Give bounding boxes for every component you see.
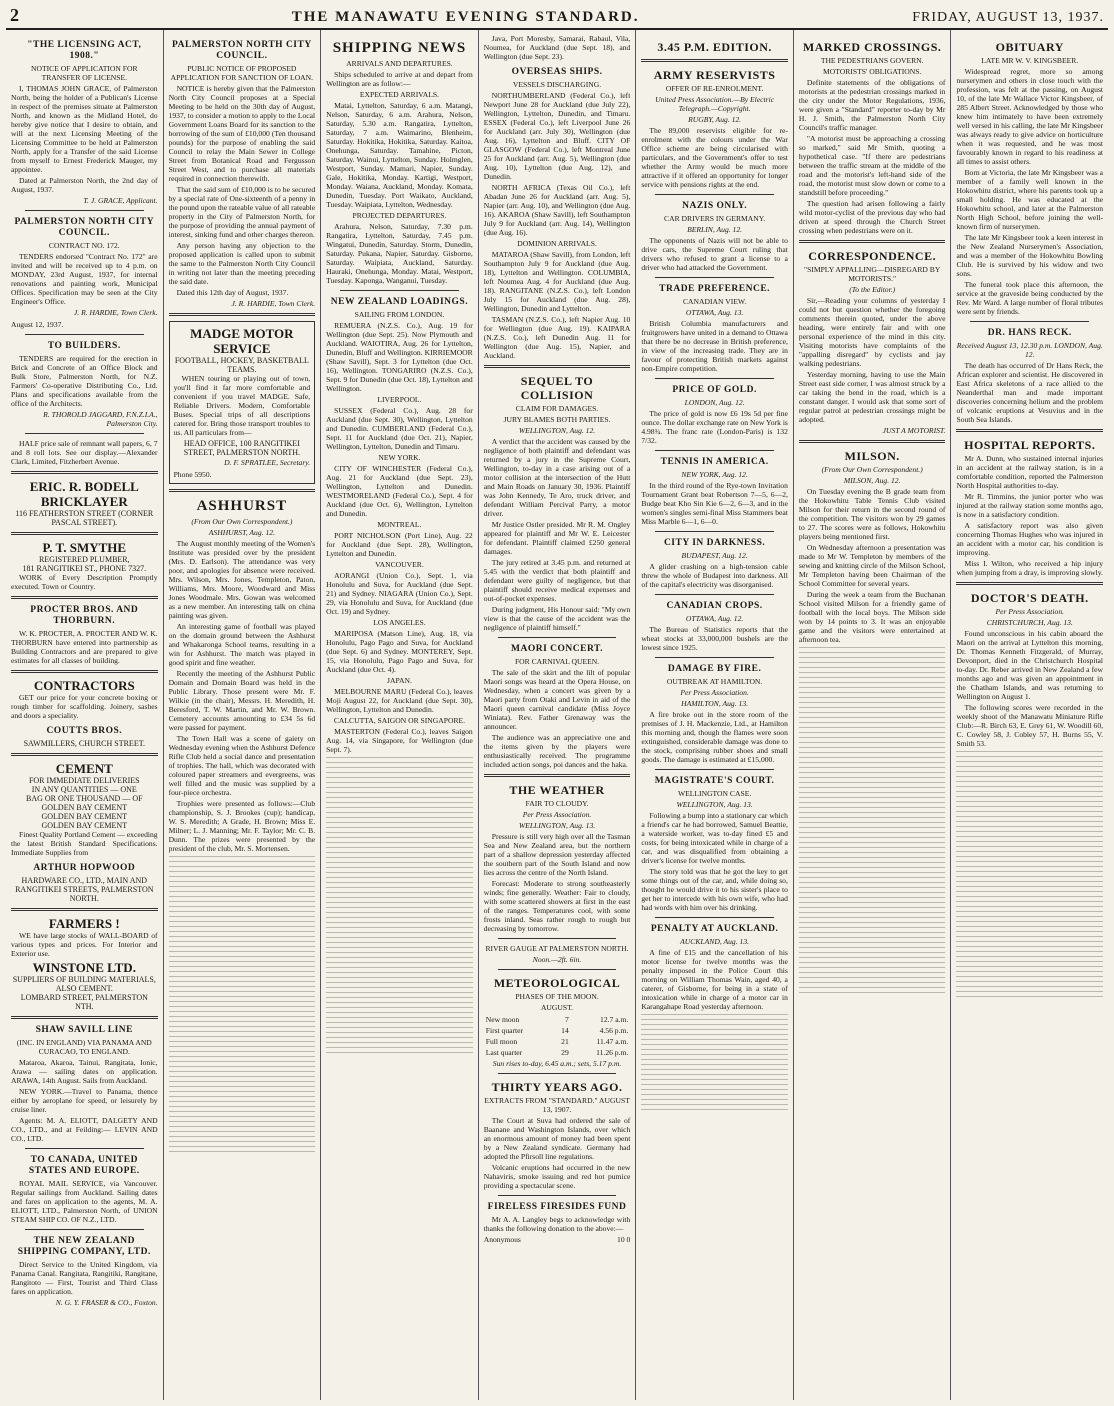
weather-heading: THE WEATHER: [509, 783, 605, 797]
cement-line: BAG OR ONE THOUSAND — OF: [26, 794, 143, 803]
moon-day: 21: [561, 1037, 569, 1046]
builders-text: TENDERS are required for the erection in Brick and Concrete of an Office Block and Bulk Store, Palmerston North, for N.Z. Farmers' Co-operative Distributing Co., Ltd. Plans and specifications available from the office of the Architects.: [11, 354, 158, 408]
moon-month: AUGUST.: [540, 1003, 574, 1012]
crops-heading: CANADIAN CROPS.: [666, 601, 763, 611]
moon-time: 11.47 a.m.: [596, 1037, 629, 1046]
doctor-assoc: Per Press Association.: [995, 607, 1065, 616]
ashhurst-text: The August monthly meeting of the Women's Institute was presided over by the president (Mrs. D. Earlson). The attendance was very poor, and apologies for absence were received. Mrs. Wilson, Mrs. Jones, Templeton, Paton, Williams, Mrs. Moore, Woodward and Miss Jones Woodmale. Mrs. Gowan was welcomed as a new member. An interesting talk on china painting was given.: [168, 539, 316, 620]
licensing-heading: "THE LICENSING ACT, 1908.": [27, 40, 142, 61]
sequel-sub: CLAIM FOR DAMAGES.: [515, 404, 599, 413]
licensing-subheading: NOTICE OF APPLICATION FOR TRANSFER OF LICENSE.: [31, 64, 138, 82]
cement-line: GOLDEN BAY CEMENT: [41, 821, 128, 830]
fire-sub: OUTBREAK AT HAMILTON.: [666, 677, 763, 686]
shaw-text: Mataroa, Akaroa, Tainui, Rangitata, Ionic, Arawa — sailing dates on application. ARAWA, 14th August. Sails from Auckland.: [11, 1058, 158, 1085]
madge-sub: FOOTBALL, HOCKEY, BASKETBALL TEAMS.: [174, 356, 309, 374]
shipping-intro: Ships scheduled to arrive at and depart from Wellington are as follow:—: [326, 70, 473, 88]
edition-heading: 3.45 P.M. EDITION.: [657, 40, 772, 54]
projected-text: Arahura, Nelson, Saturday, 7.30 p.m. Rangatira, Lyttelton, Saturday, 7.45 p.m. Wingatui, Dunedin, Saturday. Storm, Dunedin, Saturday. Pukana, Napier, Saturday. Gisborne, Saturday. Waipiata, Auckland, Saturday. Hauraki, Onehunga, Monday. Matai, Westport, Tuesday. Kaponga, Wanganui, Tuesday.: [326, 222, 473, 285]
tennis-heading: TENNIS IN AMERICA.: [660, 457, 769, 467]
shipping-heading: SHIPPING NEWS: [332, 40, 467, 56]
trade-sub: CANADIAN VIEW.: [682, 297, 747, 306]
marked-crossings-sub: THE PEDESTRIANS GOVERN.: [820, 56, 924, 65]
nz-loadings-heading: NEW ZEALAND LOADINGS.: [330, 297, 469, 307]
army-assoc: United Press Association.—By Electric Telegraph.—Copyright.: [655, 95, 775, 113]
moon-time: 12.7 a.m.: [600, 1015, 629, 1024]
council-heading: PALMERSTON NORTH CITY COUNCIL.: [14, 217, 155, 238]
moon-day: 14: [561, 1026, 569, 1035]
weather-forecast: Forecast: Moderate to strong southeasterly winds; fine generally. Weather: Fair to cloudy, with some scattered showers at first in the east of the ranges. Temperatures cool, with some frosts inland. Seas rather rough to rough but decreasing by tomorrow.: [483, 879, 631, 933]
moon-row: [484, 1047, 631, 1058]
sequel-text-2: Mr Justice Ostler presided. Mr R. M. Ongley appeared for plaintiff and Mr W. E. Leicester for defendant. Plaintiff claimed £250 general damages.: [483, 520, 631, 556]
sequel-text-3: The jury retired at 3.45 p.m. and returned at 5.45 with the verdict that both plaintiff and defendant were guilty of negligence, but that plaintiff should receive medical expenses and out-of-pocket expenses.: [483, 558, 631, 603]
procter-name: PROCTER BROS. AND THORBURN.: [30, 605, 139, 626]
ashhurst-sub: (From Our Own Correspondent.): [191, 517, 293, 526]
army-text: The 89,000 reservists eligible for re-enrolment with the colours under the War Office scheme are being circularised with particulars, and the Government's offer to test whether the Army would be much more attractive if it offered an opportunity for longer service with pensions rights at the end.: [641, 126, 788, 189]
milson-sub: (From Our Own Correspondent.): [821, 465, 923, 474]
obituary-text: Widespread regret, more so among nurserymen and others in close touch with the profession, was felt at the passing, on August 10, of the late Mr Wallace Victor Kingsbeer, of 285 Albert Street. Acknowledged by those who knew him intimately to have been extremely well versed in his calling, the late Mr Kingsbeer was always ready to give advice on horticulture when it was requested, and he was most favourably known in regard to his readiness at all times to assist others.: [956, 67, 1104, 166]
tennis-dateline: NEW YORK, Aug. 12.: [681, 470, 748, 479]
loan-text-3: Any person having any objection to the proposed application is called upon to submit the same to the Palmerston North City Council in writing not later than the meeting preceding the said date.: [168, 241, 316, 286]
tenders-date: August 12, 1937.: [11, 320, 64, 329]
column-filler: [169, 856, 316, 1152]
column-6: [794, 30, 952, 1400]
meteorological-heading: METEOROLOGICAL: [493, 976, 621, 990]
column-5: [636, 30, 794, 1400]
contract-number: CONTRACT NO. 172.: [48, 241, 120, 250]
nzship-signature: N. G. Y. FRASER & CO., Foxton.: [55, 1298, 158, 1307]
calcutta-text: MASTERTON (Federal Co.), leaves Saigon Aug. 14, via Singapore, for Wellington (due Sept. 7).: [326, 727, 473, 754]
weather-text: Pressure is still very high over all the Tasman Sea and New Zealand area, but the northern part of a shallow depression yesterday affected the southern part of the South Island and now lies across the centre of the North Island.: [483, 832, 631, 877]
nzship-text: Direct Service to the United Kingdom, via Panama Canal. Rangitata, Rangitiki, Rangitane, Rangitoto — First, Tourist and Third Class fares on application.: [11, 1260, 158, 1296]
hospital-text-4: Miss I. Wilton, who received a hip injury when jumping from a dray, is improving slowly.: [956, 559, 1104, 577]
darkness-text: A glider crashing on a high-tension cable threw the whole of Budapest into darkness. All of the capital's electricity was disorganised.: [641, 562, 788, 589]
madge-phone: Phone 5950.: [173, 470, 212, 479]
japan-text: MELBOURNE MARU (Federal Co.), leaves Moji August 22, for Auckland (due Sept. 30), Wellington, Lyttelton and Dunedin.: [326, 687, 473, 714]
canada-text: ROYAL MAIL SERVICE, via Vancouver. Regular sailings from Auckland. Sailing dates and fares on application to the agents, M. A. ELIOTT, LTD., Palmerston North, of UNION STEAM SHIP CO. OF N.Z., LTD.: [11, 1179, 158, 1224]
builders-signature: R. THOROLD JAGGARD, F.N.Z.I.A., Palmerston City.: [43, 410, 158, 428]
calcutta-heading: CALCUTTA, SAIGON OR SINGAPORE.: [333, 716, 466, 725]
column-7: [951, 30, 1108, 1400]
obituary-sub: LATE MR W. V. KINGSBEER.: [981, 56, 1079, 65]
montreal-text: PORT NICHOLSON (Port Line), Aug. 22 for Auckland (due Sept. 28), Wellington, Lyttelton and Dunedin.: [326, 531, 473, 558]
agents-text: Agents: M. A. ELIOTT, DALGETY AND CO., LTD., and at Feilding:— LEVIN AND CO., LTD.: [11, 1116, 158, 1143]
column-3: [321, 30, 479, 1400]
losangeles-text: MARIPOSA (Matson Line), Aug. 18, via Honolulu, Pago Pago and Suva, for Auckland (due Sept. 6) and Sydney. MONTEREY, Sept. 15, via Honolulu, Pago Pago and Suva, for Auckland (due Oct. 4).: [326, 629, 473, 674]
thirty-years-heading: THIRTY YEARS AGO.: [491, 1080, 623, 1094]
moon-row: [484, 1025, 631, 1036]
moon-phase: First quarter: [485, 1026, 524, 1035]
fireless-heading: FIRELESS FIRESIDES FUND: [487, 1202, 627, 1212]
marked-crossings-sub-2: MOTORISTS' OBLIGATIONS.: [823, 67, 922, 76]
smythe-name: P. T. SMYTHE: [42, 540, 127, 555]
marked-crossings-text-3: The question had arisen following a fairly wild motor-cyclist of the previous day who had driven at speed through the Church Street crossing when pedestrians were on it.: [798, 199, 946, 235]
moon-row: [484, 1014, 631, 1025]
correspondence-signature: JUST A MOTORIST.: [882, 426, 946, 435]
shipping-continued: Java, Port Moresby, Samarai, Rabaul, Vila, Noumea, for Auckland (due Sept. 18), and Wellington (due Sept. 23).: [483, 34, 631, 61]
overseas-text: NORTHUMBERLAND (Federal Co.), left Newport June 28 for Auckland (due July 22), Wellington, Lyttelton, Dunedin, and Timaru. ESSEX (Federal Co.), left Liverpool June 26 for Auckland (arr. July 30), Wellington (due Aug. 16), Lyttelton and Bluff. CITY OF GLASGOW (Federal Co.), left Montreal June 25 for Auckland (arr. Aug. 5), Wellington (due Aug. 10), Lyttelton (due Aug. 12), and Dunedin.: [483, 91, 631, 181]
issue-date: FRIDAY, AUGUST 13, 1937.: [912, 10, 1104, 25]
moon-row: [484, 1036, 631, 1047]
procter-text: W. K. PROCTER, A. PROCTER AND W. K. THORBURN have entered into partnership as Building Contractors and are prepared to give estimates for all classes of building.: [11, 629, 158, 665]
nazis-text: The opponents of Nazis will not be able to drive cars, the Supreme Court ruling that drivers who refused to grant a license to a driver who had attacked the Government.: [641, 236, 788, 272]
winstone-address: LOMBARD STREET, PALMERSTON NTH.: [20, 993, 148, 1011]
sequel-text-4: During judgment, His Honour said: "My own view is that the cause of the accident was the negligence of plaintiff himself.": [483, 605, 631, 632]
river-text: Noon.—2ft. 6in.: [532, 955, 582, 964]
cement-heading: CEMENT: [55, 761, 113, 776]
tenders-signature: J. R. HARDIE, Town Clerk.: [73, 308, 158, 317]
tenders-text: TENDERS endorsed "Contract No. 172" are invited and will be received up to 4 p.m. on MONDAY, 23rd August, 1937, for internal renovations and painting work, Municipal Offices. Specification may be seen at the City Engineer's Office.: [11, 252, 158, 306]
darkness-heading: CITY IN DARKNESS.: [663, 538, 766, 548]
obituary-text-4: The funeral took place this afternoon, the service at the graveside being conducted by the Rev. Mr Ward. A large number of floral tributes were sent by friends.: [956, 280, 1104, 316]
overseas-text-2: NORTH AFRICA (Texas Oil Co.), left Abadan June 26 for Auckland (arr. Aug. 5), Napier (arr. Aug. 10), and Wellington (due Aug. 16). AKAROA (Shaw Savill), left Southampton July 9 for Auckland (arr. Aug. 14), Wellington (due Aug. 16).: [483, 183, 631, 237]
column-filler: [956, 751, 1103, 997]
obituary-text-2: Born at Victoria, the late Mr Kingsbeer was a member of a family well known in the Hokowhitu district, where his parents took up a small holding. He was educated at the Hokowhitu school, and later at the Palmerston North High School, before joining the well-known firm of nurserymen.: [956, 168, 1104, 231]
crops-text: The Bureau of Statistics reports that the wheat stocks at 33,000,000 bushels are the lowest since 1925.: [641, 625, 788, 652]
smythe-text: WORK of Every Description Promptly executed. Town or Country.: [11, 573, 158, 591]
sun-text: Sun rises to-day, 6.45 a.m.; sets, 5.17 p.m.: [492, 1059, 622, 1068]
thirty-years-text: The Court at Suva had ordered the sale of Baanane and Washington Islands, over which an enormous amount of money had been spent by a New Zealand syndicate. Germany had adopted the Pfirsoll line regulations.: [483, 1116, 631, 1161]
column-filler: [799, 647, 946, 993]
magistrate-text-2: The story told was that he got the key to get some things out of the car, and, while doing so, thought he would drive it to his sister's place to get her to intercede with his own wife, who had had words with him over his drinking.: [641, 867, 788, 912]
contractors-text: GET our price for your concrete boxing or rough timber for scaffolding. Joinery, sashes and doors a speciality.: [11, 693, 158, 720]
moon-phase: Last quarter: [485, 1048, 523, 1057]
weather-assoc: Per Press Association.: [522, 810, 592, 819]
army-heading: ARMY RESERVISTS: [653, 68, 776, 82]
moon-table: [484, 1014, 631, 1058]
army-dateline: RUGBY, Aug. 12.: [688, 115, 742, 124]
smythe-address: 181 RANGITIKEI ST., PHONE 7327.: [22, 564, 147, 573]
trade-text: British Columbia manufacturers and fruitgrowers have united in a demand to Ottawa that there be no decrease in British preference, in view of the increasing trade. They are in favour of protecting British markets against non-Empire competition.: [641, 319, 788, 373]
montreal-heading: MONTREAL.: [377, 520, 422, 529]
vancouver-heading: VANCOUVER.: [375, 560, 424, 569]
tennis-text: In the third round of the Rye-town Invitation Tournament Grant beat Robertson 7—5, 6—2, Budge beat Kho Sin Kie 6—2, 6—3, and in the women's singles semi-final Miss Stammers beat Miss Marble 6—1, 6—0.: [641, 481, 788, 526]
magistrate-dateline: WELLINGTON, Aug. 13.: [676, 800, 753, 809]
vancouver-text: AORANGI (Union Co.), Sept. 1, via Honolulu and Suva, for Auckland (due Sept. 21) and Sydney. NIAGARA (Union Co.), Sept. 29, via Honolulu and Suva, for Auckland (due Oct. 19) and Sydney.: [326, 571, 473, 616]
licensing-signature: T. J. GRACE, Applicant.: [83, 196, 158, 205]
cement-line: GOLDEN BAY CEMENT: [41, 812, 128, 821]
milson-text-3: During the week a team from the Buchanan School visited Milson for a friendly game of football with the local boys. The Milson side won by 14 points to 3. It was an enjoyable game and the visitors were entertained at afternoon tea.: [798, 590, 946, 644]
coutts-name: COUTTS BROS.: [46, 726, 123, 736]
smythe-trade: REGISTERED PLUMBER,: [38, 555, 130, 564]
cement-line: IN ANY QUANTITIES — ONE: [31, 785, 137, 794]
page-number: 2: [10, 5, 19, 25]
column-1: [6, 30, 164, 1400]
nz-loadings-sub: SAILING FROM LONDON.: [354, 310, 445, 319]
maori-sub: FOR CARNIVAL QUEEN.: [514, 657, 600, 666]
nazis-heading: NAZIS ONLY.: [682, 201, 748, 211]
fireless-amount: 10 0: [617, 1235, 631, 1244]
fireless-row: [484, 1235, 631, 1244]
nazis-sub: CAR DRIVERS IN GERMANY.: [664, 214, 766, 223]
loading-text: TASMAN (N.Z.S. Co.), left Napier Aug. 10 for Wellington (due Aug. 19). KAIPARA (N.Z.S. Co.), left Dunedin Aug. 11 for Wellington (due Aug. 15), Napier, and Auckland.: [483, 315, 631, 360]
sequel-text: A verdict that the accident was caused by the negligence of both plaintiff and defendant was returned by a jury in the Supreme Court, Wellington, to-day in a case arising out of a motor collision at the intersection of the Hutt and Main Roads on January 30, 1936. Plaintiff was John Kennedy, Te Aro, truck driver, and defendant William Percival Parry, a motor driver.: [483, 437, 631, 518]
madge-office: HEAD OFFICE, 100 RANGITIKEI STREET, PALMERSTON NORTH.: [183, 439, 300, 457]
maori-heading: MAORI CONCERT.: [511, 644, 604, 654]
doctor-text-2: The following scores were recorded in the weekly shoot of the Manawatu Miniature Rifle Club:—R. Birch 63, E. Grey 61, W. Woodill 60, C. Cowley 58, J. Cobley 57, H. Burns 55, V. Smith 53.: [956, 703, 1104, 748]
newyork-text: CITY OF WINCHESTER (Federal Co.), Aug. 21 for Auckland (due Sept. 23), Wellington, Lyttelton and Dunedin. WESTMORELAND (Federal Co.), Sept. 4 for Auckland (due Oct. 6), Wellington, Lyttelton and Dunedin.: [326, 464, 473, 518]
licensing-text: I, THOMAS JOHN GRACE, of Palmerston North, being the holder of a Publican's License in respect of the premises situate at Palmerston North, and known as the Midland Hotel, do hereby give notice that I desire to obtain, and will at the next Licensing Meeting of the Licensing Committee to be held at Palmerston North, apply for a Transfer of the said License from myself to Ernest Frederick Mauger, my appointee.: [11, 84, 158, 174]
liverpool-heading: LIVERPOOL.: [377, 395, 422, 404]
ashhurst-dateline: ASHHURST, Aug. 12.: [208, 528, 275, 537]
army-sub: OFFER OF RE-ENROLMENT.: [665, 84, 764, 93]
hans-reck-dateline: Received August 13, 12.30 p.m. LONDON, Aug. 12.: [956, 341, 1103, 359]
hans-reck-heading: DR. HANS RECK.: [987, 328, 1072, 338]
fire-assoc: Per Press Association.: [680, 688, 749, 697]
doctor-dateline: CHRISTCHURCH, Aug. 13.: [986, 618, 1073, 627]
moon-time: 11.26 p.m.: [596, 1048, 629, 1057]
column-filler: [326, 757, 473, 1053]
correspondence-text: Sir,—Reading your columns of yesterday I could not but question whether the foregoing comments therein quoted, under the above heading, were entirely fair and with one personal experience of the mind in this city. Visiting motorists have complaints of the "appalling disregard" by cyclists and jay walking pedestrians.: [798, 296, 946, 368]
losangeles-heading: LOS ANGELES.: [373, 618, 426, 627]
loan-dated: Dated this 12th day of August, 1937.: [176, 288, 289, 297]
weather-sub: FAIR TO CLOUDY.: [525, 799, 589, 808]
loan-signature: J. R. HARDIE, Town Clerk.: [231, 299, 316, 308]
doctor-heading: DOCTOR'S DEATH.: [970, 591, 1089, 605]
loan-heading: PUBLIC NOTICE OF PROPOSED APPLICATION FOR SANCTION OF LOAN.: [170, 64, 314, 82]
liverpool-text: SUSSEX (Federal Co.), Aug. 28 for Auckland (due Sept. 30), Wellington, Lyttelton and Dunedin. CUMBERLAND (Federal Co.), Sept. 11 for Auckland (due Oct. 21), Napier, Wellington, Lyttelton, Dunedin and Timaru.: [326, 406, 473, 451]
fireless-item: Anonymous: [483, 1235, 521, 1244]
cement-text: Finest Quality Portland Cement — exceeding the latest British Standard Specifications. Immediate Supplies from: [11, 830, 158, 857]
maori-text-2: The audience was an appreciative one and the items given by the players were enthusiastically received. The programme included action songs, poi dances and the haka.: [483, 733, 631, 769]
maori-text: The sale of the skirt and the lilt of popular Maori songs was heard at the Opera House, on Wednesday, when a concert was given by a Maori party from Otaki and Levin in aid of the Maori queen carnival candidate (Miss Joyce Winiata). Rev. Father Grenaway was the announcer.: [483, 668, 631, 731]
trade-dateline: OTTAWA, Aug. 13.: [685, 308, 744, 317]
penalty-dateline: AUCKLAND, Aug. 13.: [680, 937, 750, 946]
correspondence-heading: CORRESPONDENCE.: [808, 249, 937, 263]
winstone-name: WINSTONE LTD.: [32, 960, 136, 975]
correspondence-sub: "SIMPLY APPALLING—DISREGARD BY MOTORISTS.": [803, 265, 941, 283]
nzship-heading: THE NEW ZEALAND SHIPPING COMPANY, LTD.: [17, 1236, 151, 1257]
expected-text: Matai, Lyttelton, Saturday, 6 a.m. Matangi, Nelson, Saturday, 6 a.m. Arahura, Nelson, Saturday, 5.30 a.m. Rangatira, Lyttelton, Saturday, 7 a.m. Waimarino, Blenheim, Saturday. Hokitika, Hokitika, Saturday. Kaitoa, Onehunga, Saturday. Tamahine, Picton, Saturday. Wainui, Lyttelton, Sunday. Holmglen, Westport, Sunday. Mamari, Napier, Sunday. Gale, Hokitika, Monday. Kartigi, Westport, Monday. Waiana, Auckland, Monday. Komata, Dunedin, Tuesday. Port Waikato, Auckland, Tuesday. Waipiata, Lyttelton, Wednesday.: [326, 101, 473, 209]
moon-time: 4.56 p.m.: [599, 1026, 629, 1035]
sequel-dateline: WELLINGTON, Aug. 12.: [518, 426, 596, 435]
ashhurst-text-3: Recently the meeting of the Ashhurst Public Domain and Domain Board was held in the Public Library. Those present were Mr. F. Wilkie (in the chair), Messrs. H. Meredith, H. Beresford, T. W. Martin, and Mr. W. Brown. Cemetery accounts amounting to £34 5s 6d were passed for payment.: [168, 669, 316, 732]
loan-text-2: That the said sum of £10,000 is to be secured by a special rate of One-sixteenth of a penny in the pound upon the rateable value of all rateable property in the City of Palmerston North, for the purpose of providing the annual payment of interest, sinking fund and other charges thereon.: [168, 185, 316, 239]
marked-crossings-heading: MARKED CROSSINGS.: [802, 40, 942, 54]
penalty-heading: PENALTY AT AUCKLAND.: [650, 924, 779, 934]
obituary-heading: OBITUARY: [995, 40, 1064, 54]
gold-text: The price of gold is now £6 19s 5d per fine ounce. The dollar exchange rate on New York is 4.98¾. The franc rate (London-Paris) is 132 7/32.: [641, 409, 788, 445]
obituary-text-3: The late Mr Kingsbeer took a keen interest in the New Zealand Nurserymen's Association, and was a member of the Hokowhitu Bowling Club. He is survived by his widow and two sons.: [956, 233, 1104, 278]
weather-dateline: WELLINGTON, Aug. 13.: [518, 821, 596, 830]
fire-dateline: HAMILTON, Aug. 13.: [681, 699, 749, 708]
newyork-heading: NEW YORK.: [378, 453, 421, 462]
ashhurst-text-4: The Town Hall was a scene of gaiety on Wednesday evening when the Ashhurst Defence Rifle Club held a social dance and presentation of trophies. The hall, which was decorated with coloured paper streamers and evergreens, was well filled and the music was supplied by a four-piece orchestra.: [168, 734, 316, 797]
milson-dateline: MILSON, Aug. 12.: [843, 476, 901, 485]
shaw-name: SHAW SAVILL LINE: [35, 1025, 133, 1035]
overseas-sub: VESSELS DISCHARGING.: [512, 80, 602, 89]
canada-heading: TO CANADA, UNITED STATES AND EUROPE.: [28, 1155, 140, 1176]
crops-dateline: OTTAWA, Aug. 12.: [685, 614, 744, 623]
moon-phase: Full moon: [485, 1037, 518, 1046]
gold-dateline: LONDON, Aug. 12.: [684, 398, 745, 407]
farmers-heading: FARMERS !: [48, 916, 120, 931]
bodell-name: ERIC. R. BODELL: [29, 479, 139, 494]
columns: [6, 30, 1108, 1400]
dominion-heading: DOMINION ARRIVALS.: [517, 239, 597, 248]
builders-heading: TO BUILDERS.: [47, 341, 121, 351]
madge-text: WHEN touring or playing out of town, you'll find it far more comfortable and convenient if you travel MADGE. Safe, Reliable Drivers. Modern, Comfortable Buses. Special trips of all descriptions catered for. Bring those transport troubles to us. All particulars from—: [173, 374, 311, 437]
moon-day: 7: [564, 1015, 569, 1024]
halfprice-ad: HALF price sale of remnant wall papers, 6, 7 and 8 roll lots. See our display.—Alexander Clark, Limited, Fitzherbert Avenue.: [11, 439, 158, 466]
projected-heading: PROJECTED DEPARTURES.: [352, 211, 447, 220]
madge-signature: D. F. SPRATLEE, Secretary.: [224, 458, 311, 467]
thirty-years-text-2: Volcanic eruptions had occurred in the new Nahaviris, smoke issuing and red hot pumice providing a spectacular scene.: [483, 1163, 631, 1190]
hospital-heading: HOSPITAL REPORTS.: [964, 438, 1096, 452]
milson-text: On Tuesday evening the B grade team from the Hokowhitu Table Tennis Club visited Milson for their return in the second round of the competition. The visitors won by 29 games to 27. The scores were as follows, Hokowhitu players being mentioned first.: [798, 487, 946, 541]
hopwood-sub: HARDWARE CO., LTD., MAIN AND RANGITIKEI STREETS, PALMERSTON NORTH.: [15, 876, 154, 903]
penalty-text: A fine of £15 and the cancellation of his motor license for twelve months was the penalty imposed in the Police Court this morning on William Thomas Wain, aged 40, a caterer, of Gisborne, for being in a state of intoxication while in charge of a motor car in Karangahape Road yesterday afternoon.: [641, 948, 788, 1011]
river-heading: RIVER GAUGE AT PALMERSTON NORTH.: [485, 944, 629, 953]
ashhurst-heading: ASHHURST: [196, 498, 288, 514]
correspondence-text-2: Yesterday morning, having to use the Main Street east side corner, I was almost struck by a car taking the bend in the road, which is a constant danger. I would ask that some sort of regular patrol at pedestrian crossings might be adopted.: [798, 370, 946, 424]
trade-heading: TRADE PREFERENCE.: [659, 284, 771, 294]
hospital-text-3: A satisfactory report was also given concerning Thomas Hughes who was injured in an accident with a motor car, his condition is improving.: [956, 521, 1104, 557]
contractors-heading: CONTRACTORS: [33, 678, 135, 693]
coutts-sub: SAWMILLERS, CHURCH STREET.: [23, 739, 145, 748]
nz-loadings-text: REMUERA (N.Z.S. Co.), Aug. 19 for Wellington (due Sept. 25). Now Plymouth and Auckland. WAIOTIRA, Aug. 26 for Lyttelton, Dunedin, Bluff and Wellington. KIRRIEMOOR (Shaw Savill), Sept. 3 for Lyttelton (due Oct. 16), Wellington. TONGARIRO (N.Z.S. Co.), Sept. 9 for Dunedin (due Oct. 18), Lyttelton and Wellington.: [326, 321, 473, 393]
moon-phase: New moon: [485, 1015, 520, 1024]
hospital-text-2: Mr R. Timmins, the junior porter who was injured at the railway station some months ago, is now in a satisfactory condition.: [956, 492, 1104, 519]
bodell-trade: BRICKLAYER: [40, 494, 128, 509]
magistrate-text: Following a bump into a stationary car which a friend's car he had borrowed, Samuel Beattie, a waterside worker, was to-day fined £5 and costs, for being intoxicated while in charge of a car, and was disqualified from obtaining a driver's license for twelve months.: [641, 811, 788, 865]
ashhurst-text-2: An interesting game of football was played on the domain ground between the Ashhurst and Whakaronga School teams, resulting in a win for Ashhurst. The match was played in good spirit and fine weather.: [168, 622, 316, 667]
hopwood-name: ARTHUR HOPWOOD: [33, 863, 136, 873]
sequel-heading: SEQUEL TO COLLISION: [520, 374, 594, 402]
dominion-text: MATAROA (Shaw Savill), from London, left Southampton July 9 for Auckland (due Aug. 18), Lyttelton and Wellington. COLUMBIA, left Noumea Aug. 4 for Auckland (due Aug. 18). RANGITANE (N.Z.S. Co.), left London July 15 for Auckland (due Aug. 28), Wellington, Dunedin and Lyttelton.: [483, 250, 631, 313]
shaw-sub: (INC. IN ENGLAND) VIA PANAMA AND CURACAO, TO ENGLAND.: [16, 1038, 152, 1056]
japan-heading: JAPAN.: [387, 676, 412, 685]
bodell-address: 116 FEATHERSTON STREET (CORNER PASCAL STREET).: [15, 509, 154, 527]
nazis-dateline: BERLIN, Aug. 12.: [687, 225, 743, 234]
cement-line: GOLDEN BAY CEMENT: [41, 803, 128, 812]
loan-text: NOTICE is hereby given that the Palmerston North City Council proposes at a Special Meeting to be held on the 30th day of August, 1937, to consider a motion to apply to the Local Government Loans Board for its sanction to the borrowing of the sum of £10,000 (Ten thousand pounds) for the purpose of enabling the said Council to relay the Main Sewer in College Street from Botanical Road and Fergusson Street West, and to purchase all materials required in connection therewith.: [168, 84, 316, 183]
column-filler: [641, 1014, 788, 1110]
cement-line: FOR IMMEDIATE DELIVERIES: [28, 776, 140, 785]
newyork-text: NEW YORK.—Travel to Panama, thence either by aeroplane for speed, or leisurely by cruise liner.: [11, 1087, 158, 1114]
milson-heading: MILSON.: [844, 449, 900, 463]
madge-name: MADGE MOTOR SERVICE: [190, 326, 294, 356]
marked-crossings-text-2: "A motorist must be approaching a crossing so marked," said Mr Smith, quoting a hypothetical case. "If there are pedestrians between the traffic stream at the middle of the road and the motorist's left-hand side of the road, the motorist must slow down or come to a standstill before proceeding.": [798, 134, 946, 197]
shipping-subheading: ARRIVALS AND DEPARTURES.: [346, 59, 453, 68]
fire-text: A fire broke out in the store room of the premises of J. H. Mackenzie, Ltd., at Hamilton this morning and, though the flames were soon extinguished, considerable damage was done to the stock, comprising rubber shoes and small goods. The damage is estimated at £15,000.: [641, 710, 788, 764]
hans-reck-text: The death has occurred of Dr Hans Reck, the African explorer and scientist. He discovered in East Africa skeletons of a race allied to the Neanderthal man and made important discoveries concerning helium and the problem of volcanic eruptions at Vesuvius and in the South Sea Islands.: [956, 361, 1104, 424]
correspondence-to: (To the Editor.): [849, 285, 896, 294]
madge-ad: [169, 321, 316, 484]
column-4: [479, 30, 637, 1400]
overseas-heading: OVERSEAS SHIPS.: [511, 67, 603, 77]
milson-text-2: On Wednesday afternoon a presentation was made to Mr W. Templeton by members of the sewing and knitting circle of the Milson School, Mr Templeton having been Chairman of the School Committee for several years.: [798, 543, 946, 588]
moon-day: 29: [561, 1048, 569, 1057]
licensing-dated: Dated at Palmerston North, the 2nd day of August, 1937.: [11, 176, 158, 194]
gold-heading: PRICE OF GOLD.: [672, 385, 757, 395]
farmers-text: WE have large stocks of WALL-BOARD of various types and prices. For Interior and Exterior use.: [11, 931, 158, 958]
darkness-dateline: BUDAPEST, Aug. 12.: [681, 551, 748, 560]
newspaper-title: THE MANAWATU EVENING STANDARD.: [291, 9, 640, 25]
ashhurst-text-5: Trophies were presented as follows:—Club championship, S. J. Brookes (cup); handicap, W. S. Meredith; A Grade, H. Brown; Miss E. Milner; L. J. Manning; Mr. F. Taylor; Mr. C. B. Dunn. The prizes were presented by the president of the club, Mr. S. Mortensen.: [168, 799, 316, 853]
fire-heading: DAMAGE BY FIRE.: [667, 664, 762, 674]
expected-heading: EXPECTED ARRIVALS.: [359, 90, 440, 99]
magistrate-heading: MAGISTRATE'S COURT.: [654, 776, 775, 786]
doctor-text: Found unconscious in his cabin aboard the Maori on the arrival at Lyttelton this morning, Dr. Thomas Kenneth Fitzgerald, of Murray, Devonport, died in the Christchurch Hospital to-day. Dr. Reber arrived in New Zealand a few months ago and was given an appointment in the Chatham Islands, and was returning to Wellington on August 1.: [956, 629, 1104, 701]
council-heading: PALMERSTON NORTH CITY COUNCIL.: [172, 40, 312, 61]
fireless-text: Mr A. A. Langley begs to acknowledge with thanks the following donation to the above:—: [483, 1215, 631, 1233]
winstone-sub: SUPPLIERS OF BUILDING MATERIALS, ALSO CEMENT.: [12, 975, 156, 993]
sequel-sub-2: JURY BLAMES BOTH PARTIES.: [503, 415, 611, 424]
moon-heading: PHASES OF THE MOON.: [515, 992, 599, 1001]
masthead: [6, 6, 1108, 30]
hospital-text: Mr A. Dunn, who sustained internal injuries in an accident at the railway station, is in a comfortable condition, reported the Palmerston North Hospital authorities to-day.: [956, 454, 1104, 490]
thirty-years-sub: EXTRACTS FROM "STANDARD." AUGUST 13, 1907.: [484, 1096, 630, 1114]
marked-crossings-text: Definite statements of the obligations of motorists at the pedestrian crossings marked in the city under the Motor Regulations, 1936, were given a "Standard" reporter to-day by Mr H. J. Smith, the Palmerston North City Council's traffic manager.: [798, 78, 946, 132]
magistrate-sub: WELLINGTON CASE.: [677, 789, 752, 798]
column-2: [164, 30, 322, 1400]
